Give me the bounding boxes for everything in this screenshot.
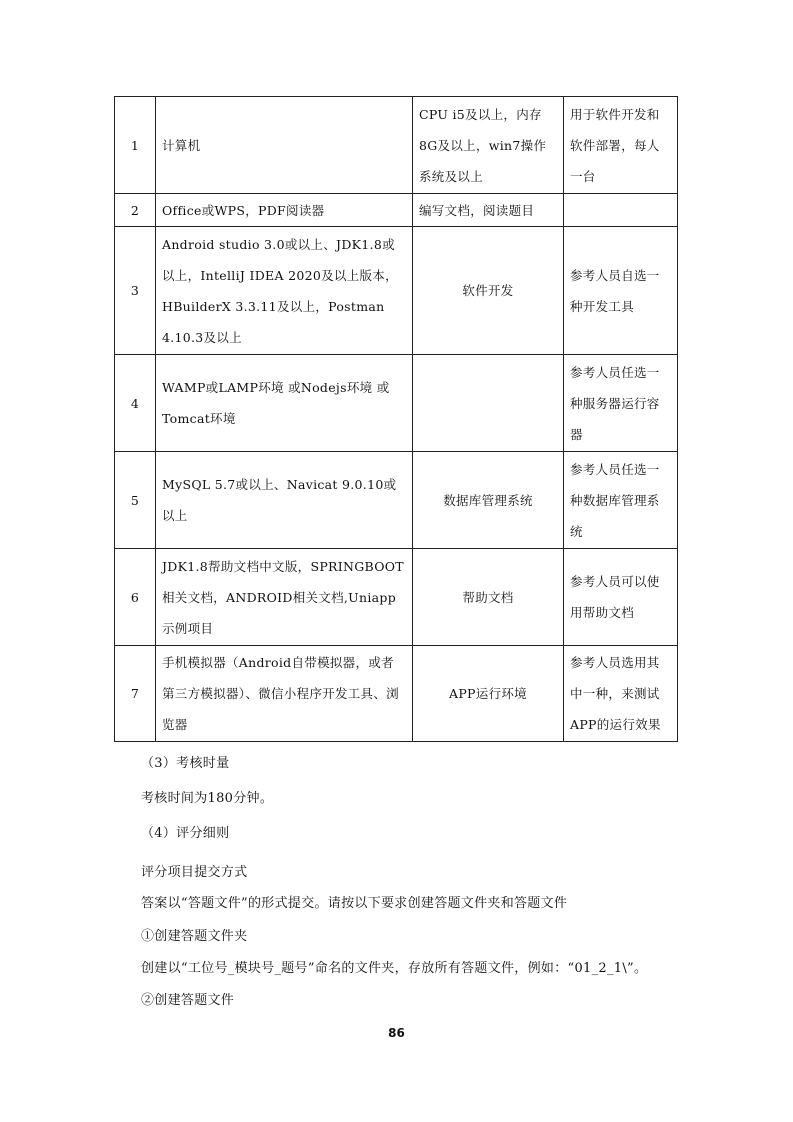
table-row [115,194,678,227]
note-cell [564,194,678,227]
item-cell: Office或WPS，PDF阅读器 [156,194,413,227]
note-cell: 参考人员自选一种开发工具 [564,227,678,355]
item-cell: Android studio 3.0或以上、JDK1.8或以上，IntelliJ IDEA 2020及以上版本，HBuilderX 3.3.11及以上，Postman 4.10.3及以上 [156,227,413,355]
row-number: 1 [115,97,156,194]
section-heading: （3）考核时量 [141,756,230,771]
row-number: 2 [115,194,156,227]
row-number: 6 [115,549,156,646]
page-number: 86 [388,1026,405,1040]
row-number: 5 [115,452,156,549]
row-number: 3 [115,227,156,355]
spec-cell: 软件开发 [413,227,564,355]
item-cell: 计算机 [156,97,413,194]
table-row [115,646,678,742]
item-cell: JDK1.8帮助文档中文版，SPRINGBOOT相关文档，ANDROID相关文档,Uniapp示例项目 [156,549,413,646]
spec-cell [413,355,564,452]
paragraph: 评分项目提交方式 [141,865,248,880]
spec-cell: 帮助文档 [413,549,564,646]
spec-cell: 编写文档，阅读题目 [413,194,564,227]
paragraph: ①创建答题文件夹 [141,929,248,944]
table-row [115,97,678,194]
note-cell: 用于软件开发和软件部署，每人一台 [564,97,678,194]
table-row [115,355,678,452]
spec-cell: CPU i5及以上，内存8G及以上，win7操作系统及以上 [413,97,564,194]
section-heading: （4）评分细则 [141,826,230,841]
spec-cell: APP运行环境 [413,646,564,742]
spec-cell: 数据库管理系统 [413,452,564,549]
paragraph: 创建以“工位号_模块号_题号”命名的文件夹，存放所有答题文件，例如：“01_2_1\”。 [141,961,648,976]
item-cell: 手机模拟器（Android自带模拟器，或者第三方模拟器）、微信小程序开发工具、浏览器 [156,646,413,742]
item-cell: WAMP或LAMP环境 或Nodejs环境 或Tomcat环境 [156,355,413,452]
environment-table [114,96,678,742]
row-number: 7 [115,646,156,742]
note-cell: 参考人员选用其中一种，来测试APP的运行效果 [564,646,678,742]
item-cell: MySQL 5.7或以上、Navicat 9.0.10或以上 [156,452,413,549]
paragraph: 答案以“答题文件”的形式提交。请按以下要求创建答题文件夹和答题文件 [141,896,568,911]
paragraph: 考核时间为180分钟。 [141,791,274,806]
table-row [115,549,678,646]
note-cell: 参考人员可以使用帮助文档 [564,549,678,646]
paragraph: ②创建答题文件 [141,993,235,1008]
row-number: 4 [115,355,156,452]
note-cell: 参考人员任选一种服务器运行容器 [564,355,678,452]
table-row [115,452,678,549]
table-row [115,227,678,355]
note-cell: 参考人员任选一种数据库管理系统 [564,452,678,549]
